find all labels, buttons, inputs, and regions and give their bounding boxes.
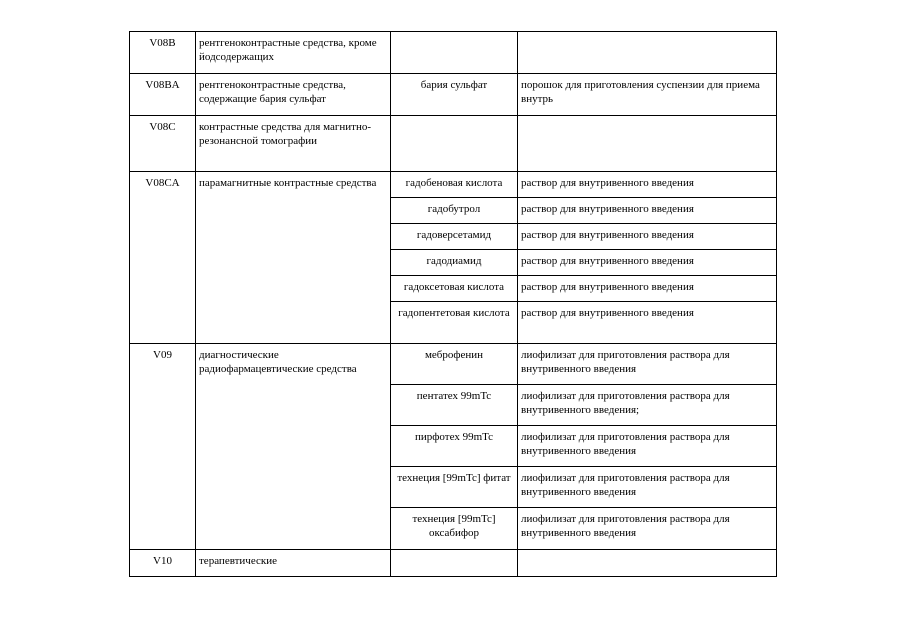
anatomical-group-cell: рентгеноконтрастные средства, кроме йодсодержащих <box>196 32 391 74</box>
anatomical-group-cell: контрастные средства для магнитно-резонансной томографии <box>196 116 391 172</box>
drug-name-cell: гадодиамид <box>391 250 518 276</box>
medication-table <box>129 31 777 577</box>
drug-name-cell: гадоверсетамид <box>391 224 518 250</box>
anatomical-group-cell: рентгеноконтрастные средства, содержащие бария сульфат <box>196 74 391 116</box>
dosage-form-cell: раствор для внутривенного введения <box>518 250 777 276</box>
dosage-form-cell: раствор для внутривенного введения <box>518 302 777 344</box>
table-row <box>130 74 777 116</box>
atc-code-cell: V08CA <box>130 172 196 344</box>
drug-name-cell: гадобутрол <box>391 198 518 224</box>
drug-name-cell: гадобеновая кислота <box>391 172 518 198</box>
drug-name-cell: пирфотех 99mTc <box>391 426 518 467</box>
drug-name-cell <box>391 550 518 577</box>
drug-name-cell: бария сульфат <box>391 74 518 116</box>
table-row <box>130 32 777 74</box>
atc-code-cell: V10 <box>130 550 196 577</box>
dosage-form-cell: лиофилизат для приготовления раствора для внутривенного введения <box>518 467 777 508</box>
drug-name-cell <box>391 116 518 172</box>
dosage-form-cell: лиофилизат для приготовления раствора для внутривенного введения <box>518 426 777 467</box>
dosage-form-cell: раствор для внутривенного введения <box>518 276 777 302</box>
table-row <box>130 116 777 172</box>
table-row <box>130 550 777 577</box>
dosage-form-cell <box>518 116 777 172</box>
atc-code-cell: V08C <box>130 116 196 172</box>
dosage-form-cell: лиофилизат для приготовления раствора для внутривенного введения; <box>518 385 777 426</box>
atc-code-cell: V08BA <box>130 74 196 116</box>
drug-name-cell: гадопентетовая кислота <box>391 302 518 344</box>
dosage-form-cell: раствор для внутривенного введения <box>518 224 777 250</box>
atc-code-cell: V09 <box>130 344 196 550</box>
dosage-form-cell: порошок для приготовления суспензии для приема внутрь <box>518 74 777 116</box>
anatomical-group-cell: терапевтические <box>196 550 391 577</box>
drug-name-cell: технеция [99mTc] фитат <box>391 467 518 508</box>
table-row <box>130 172 777 198</box>
drug-name-cell: технеция [99mTc] оксабифор <box>391 508 518 550</box>
atc-code-cell: V08B <box>130 32 196 74</box>
anatomical-group-cell: парамагнитные контрастные средства <box>196 172 391 344</box>
drug-name-cell: пентатех 99mTc <box>391 385 518 426</box>
drug-name-cell: гадоксетовая кислота <box>391 276 518 302</box>
drug-name-cell: меброфенин <box>391 344 518 385</box>
dosage-form-cell: раствор для внутривенного введения <box>518 172 777 198</box>
table-row <box>130 344 777 385</box>
dosage-form-cell <box>518 550 777 577</box>
drug-name-cell <box>391 32 518 74</box>
dosage-form-cell: лиофилизат для приготовления раствора для внутривенного введения <box>518 344 777 385</box>
dosage-form-cell <box>518 32 777 74</box>
dosage-form-cell: лиофилизат для приготовления раствора для внутривенного введения <box>518 508 777 550</box>
dosage-form-cell: раствор для внутривенного введения <box>518 198 777 224</box>
anatomical-group-cell: диагностические радиофармацевтические средства <box>196 344 391 550</box>
